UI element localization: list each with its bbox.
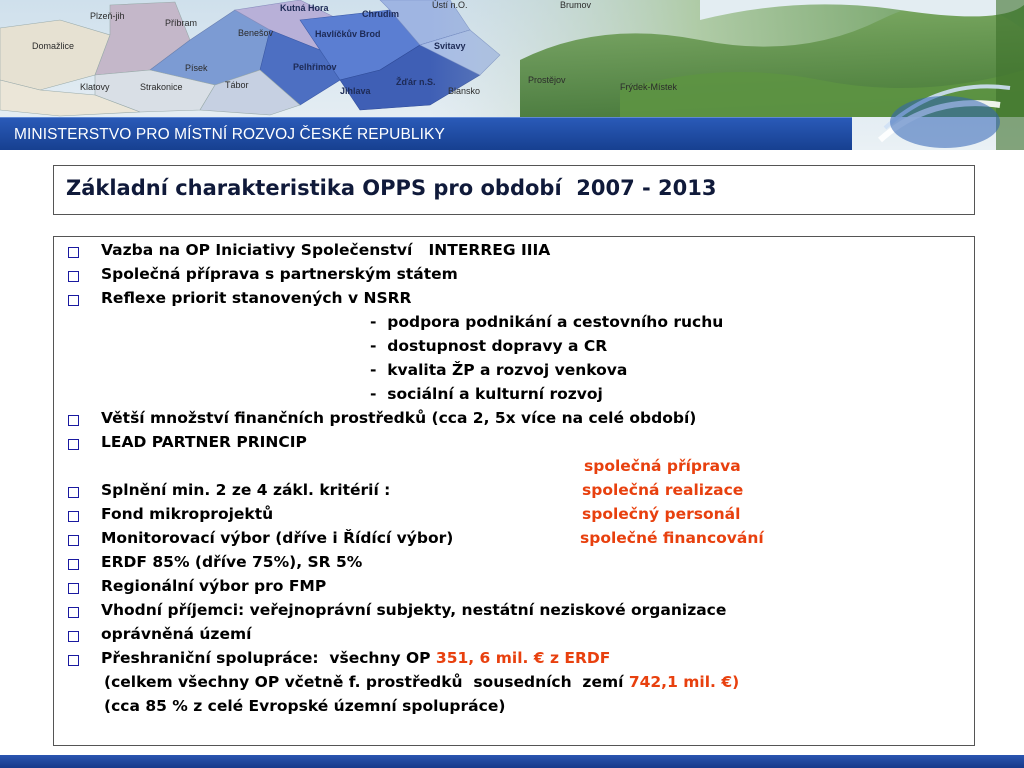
square-bullet-icon [68, 583, 79, 594]
sub-item-text: - dostupnost dopravy a CR [370, 337, 608, 355]
list-item [54, 649, 611, 673]
list-item [54, 241, 551, 265]
list-item-text: Regionální výbor pro FMP [101, 577, 327, 595]
continuation-text: (cca 85 % z celé Evropské územní spolupráce) [104, 697, 506, 715]
sub-item-text: - podpora podnikání a cestovního ruchu [370, 313, 724, 331]
square-bullet-icon [68, 439, 79, 450]
square-bullet-icon [68, 631, 79, 642]
map-label: Strakonice [140, 82, 183, 92]
square-bullet-icon [68, 415, 79, 426]
sub-item [54, 313, 724, 337]
cross-border-prefix: Přeshraniční spolupráce: všechny OP [101, 649, 436, 667]
sub-item [54, 385, 603, 409]
sub-item-text: - kvalita ŽP a rozvoj venkova [370, 361, 628, 379]
total-amount: 742,1 mil. €) [628, 673, 740, 691]
square-bullet-icon [68, 487, 79, 498]
lead-partner-principle: společná realizace [582, 481, 744, 499]
map-label: Tábor [225, 80, 249, 90]
list-item [54, 289, 412, 313]
lead-partner-principle: společný personál [582, 505, 741, 523]
map-label: Jihlava [340, 86, 371, 96]
list-item [54, 409, 697, 433]
map-label: Písek [185, 63, 208, 73]
map-label: Plzeň-jih [90, 11, 125, 21]
map-label: Frýdek-Místek [620, 82, 678, 92]
lead-partner-principle: společná příprava [584, 457, 741, 475]
list-item [54, 625, 252, 649]
map-label: Brumov [560, 0, 592, 10]
lead-partner-row [54, 457, 741, 481]
list-item-text: Fond mikroprojektů [101, 505, 274, 523]
square-bullet-icon [68, 559, 79, 570]
list-item [54, 577, 327, 601]
cross-border-amount: 351, 6 mil. € z ERDF [435, 649, 611, 667]
map-label: Svitavy [434, 41, 466, 51]
square-bullet-icon [68, 607, 79, 618]
list-item-text: Splnění min. 2 ze 4 zákl. kritérií : [101, 481, 391, 499]
list-item-text: Reflexe priorit stanovených v NSRR [101, 289, 412, 307]
square-bullet-icon [68, 535, 79, 546]
map-label: Prostějov [528, 75, 566, 85]
square-bullet-icon [68, 655, 79, 666]
list-item-text: Společná příprava s partnerským státem [101, 265, 458, 283]
header-banner [0, 0, 1024, 150]
list-item-text: oprávněná území [101, 625, 252, 643]
list-item-text: Větší množství finančních prostředků (cca 2, 5x více na celé období) [101, 409, 697, 427]
square-bullet-icon [68, 295, 79, 306]
ministry-name: MINISTERSTVO PRO MÍSTNÍ ROZVOJ ČESKÉ REPUBLIKY [14, 126, 445, 143]
list-item [54, 433, 307, 457]
map-label: Havlíčkův Brod [315, 29, 381, 39]
list-item-text: ERDF 85% (dříve 75%), SR 5% [101, 553, 363, 571]
content-box [53, 236, 975, 746]
list-item-text: LEAD PARTNER PRINCIP [101, 433, 307, 451]
continuation-line [54, 697, 506, 721]
sub-item-text: - sociální a kulturní rozvoj [370, 385, 603, 403]
square-bullet-icon [68, 271, 79, 282]
map-label: Benešov [238, 28, 274, 38]
map-label: Pelhřimov [293, 62, 337, 72]
lead-partner-principle: společné financování [580, 529, 764, 547]
continuation-line [54, 673, 740, 697]
map-label: Blansko [448, 86, 481, 96]
map-label: Chrudim [362, 9, 399, 19]
square-bullet-icon [68, 511, 79, 522]
map-label: Žďár n.S. [396, 77, 436, 87]
list-item [54, 601, 727, 625]
continuation-text [104, 673, 739, 691]
ministry-bar [0, 117, 852, 150]
list-item-text: Monitorovací výbor (dříve i Řídící výbor) [101, 529, 454, 547]
footer-bar [0, 755, 1024, 768]
sub-item [54, 337, 608, 361]
map-label: Kutná Hora [280, 3, 329, 13]
list-item [54, 505, 741, 529]
list-item-text: Vazba na OP Iniciativy Společenství INTERREG IIIA [101, 241, 551, 259]
total-prefix: (celkem všechny OP včetně f. prostředků sousedních zemí [104, 673, 629, 691]
title-box [53, 165, 975, 215]
list-item-text [101, 649, 610, 667]
map-label: Ústí n.O. [432, 0, 468, 10]
list-item [54, 529, 764, 553]
list-item-text: Vhodní příjemci: veřejnoprávní subjekty, nestátní neziskové organizace [101, 601, 727, 619]
map-label: Příbram [165, 18, 198, 28]
sub-item [54, 361, 628, 385]
list-item [54, 481, 744, 505]
page-title: Základní charakteristika OPPS pro období 2007 - 2013 [66, 176, 717, 200]
map-label: Domažlice [32, 41, 75, 51]
list-item [54, 553, 363, 577]
list-item [54, 265, 458, 289]
map-label: Klatovy [80, 82, 110, 92]
square-bullet-icon [68, 247, 79, 258]
